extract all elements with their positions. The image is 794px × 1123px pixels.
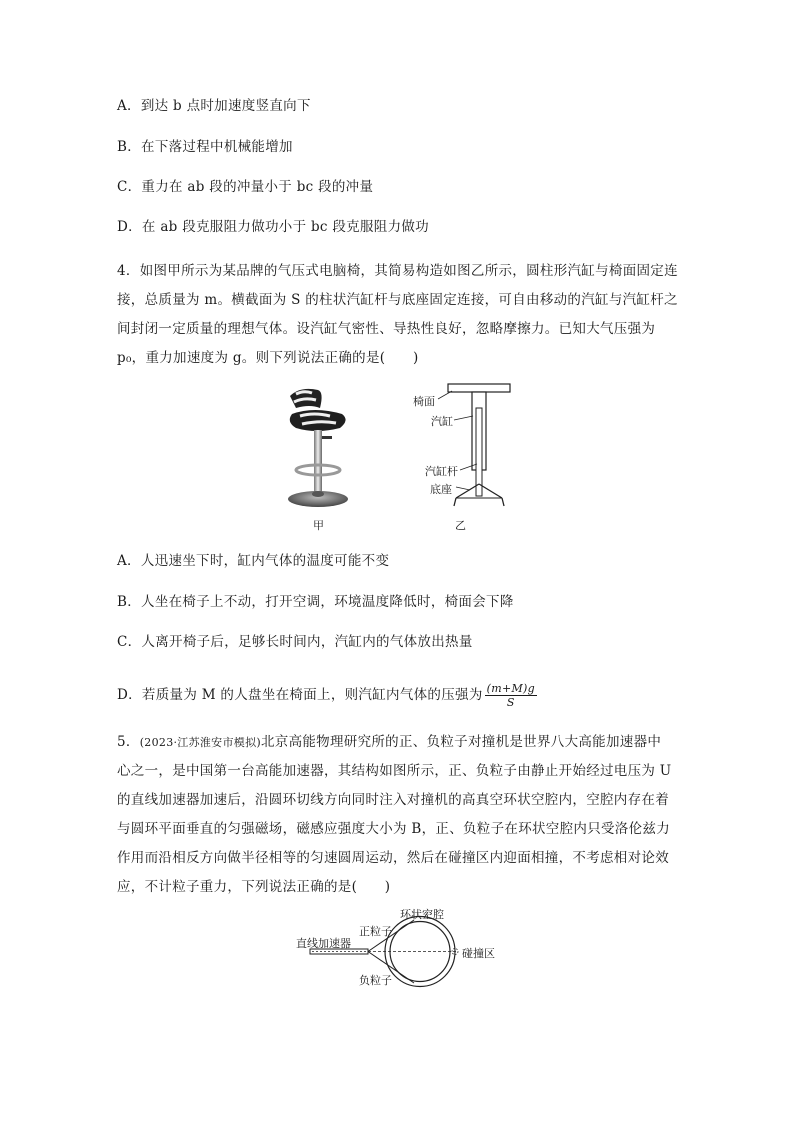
q4-option-d-text: D．若质量为 M 的人盘坐在椅面上，则汽缸内气体的压强为 [117,687,483,703]
figure-label-jia: 甲 [313,519,324,532]
q5-stem-line: 应，不计粒子重力，下列说法正确的是( ) [117,879,391,895]
q5-stem-line: 的直线加速器加速后，沿圆环切线方向同时注入对撞机的高真空环状空腔内，空腔内存在着 [117,792,669,808]
q5-line1-text: 北京高能物理研究所的正、负粒子对撞机是世界八大高能加速器中 [260,734,662,750]
q4-option-a: A．人迅速坐下时，缸内气体的温度可能不变 [117,553,390,569]
label-rod: 汽缸杆 [425,465,458,478]
q5-number: 5． [117,734,140,750]
chair-photo-figure [280,384,360,510]
label-seat: 椅面 [413,395,435,408]
pressure-fraction [485,682,537,709]
q5-stem-line: 与圆环平面垂直的匀强磁场，磁感应强度大小为 B，正、负粒子在环状空腔内只受洛伦兹力 [117,821,671,837]
q4-stem-line: 4．如图甲所示为某品牌的气压式电脑椅，其简易构造如图乙所示，圆柱形汽缸与椅面固定连 [117,263,678,279]
label-negative-particle: 负粒子 [359,974,392,987]
label-ring-cavity: 环状空腔 [400,908,444,921]
fraction-denominator: S [506,696,515,709]
label-positive-particle: 正粒子 [359,925,392,938]
q5-stem [117,728,679,902]
q3-option-a: A．到达 b 点时加速度竖直向下 [117,98,311,114]
q4-stem-line: 间封闭一定质量的理想气体。设汽缸气密性、导热性良好，忽略摩擦力。已知大气压强为 [117,321,656,337]
q4-stem-line: p₀，重力加速度为 g。则下列说法正确的是( ) [117,350,419,366]
figure-label-yi: 乙 [455,519,466,532]
label-collision-zone: 碰撞区 [462,947,495,960]
q5-stem-line: 作用而沿相反方向做半径相等的匀速圆周运动，然后在碰撞区内迎面相撞，不考虑相对论效 [117,850,669,866]
q4-stem-line: 接，总质量为 m。横截面为 S 的柱状汽缸杆与底座固定连接，可自由移动的汽缸与汽缸杆之 [117,292,678,308]
q4-option-c: C．人离开椅子后，足够长时间内，汽缸内的气体放出热量 [117,634,473,650]
q4-stem [117,257,679,373]
label-cylinder: 汽缸 [431,415,453,428]
label-linear-accelerator: 直线加速器 [296,937,351,950]
fraction-numerator: (m+M)g [486,682,535,695]
q5-source: (2023·江苏淮安市模拟) [139,736,261,749]
q3-option-d: D．在 ab 段克服阻力做功小于 bc 段克服阻力做功 [117,219,429,235]
label-base: 底座 [430,483,452,496]
q5-stem-line [117,728,679,757]
q4-option-b: B．人坐在椅子上不动，打开空调，环境温度降低时，椅面会下降 [117,594,514,610]
q4-option-d [117,682,537,709]
q3-option-b: B．在下落过程中机械能增加 [117,139,293,155]
q5-stem-line: 心之一，是中国第一台高能加速器，其结构如图所示，正、负粒子由静止开始经过电压为 U [117,763,672,779]
q3-option-c: C．重力在 ab 段的冲量小于 bc 段的冲量 [117,179,374,195]
